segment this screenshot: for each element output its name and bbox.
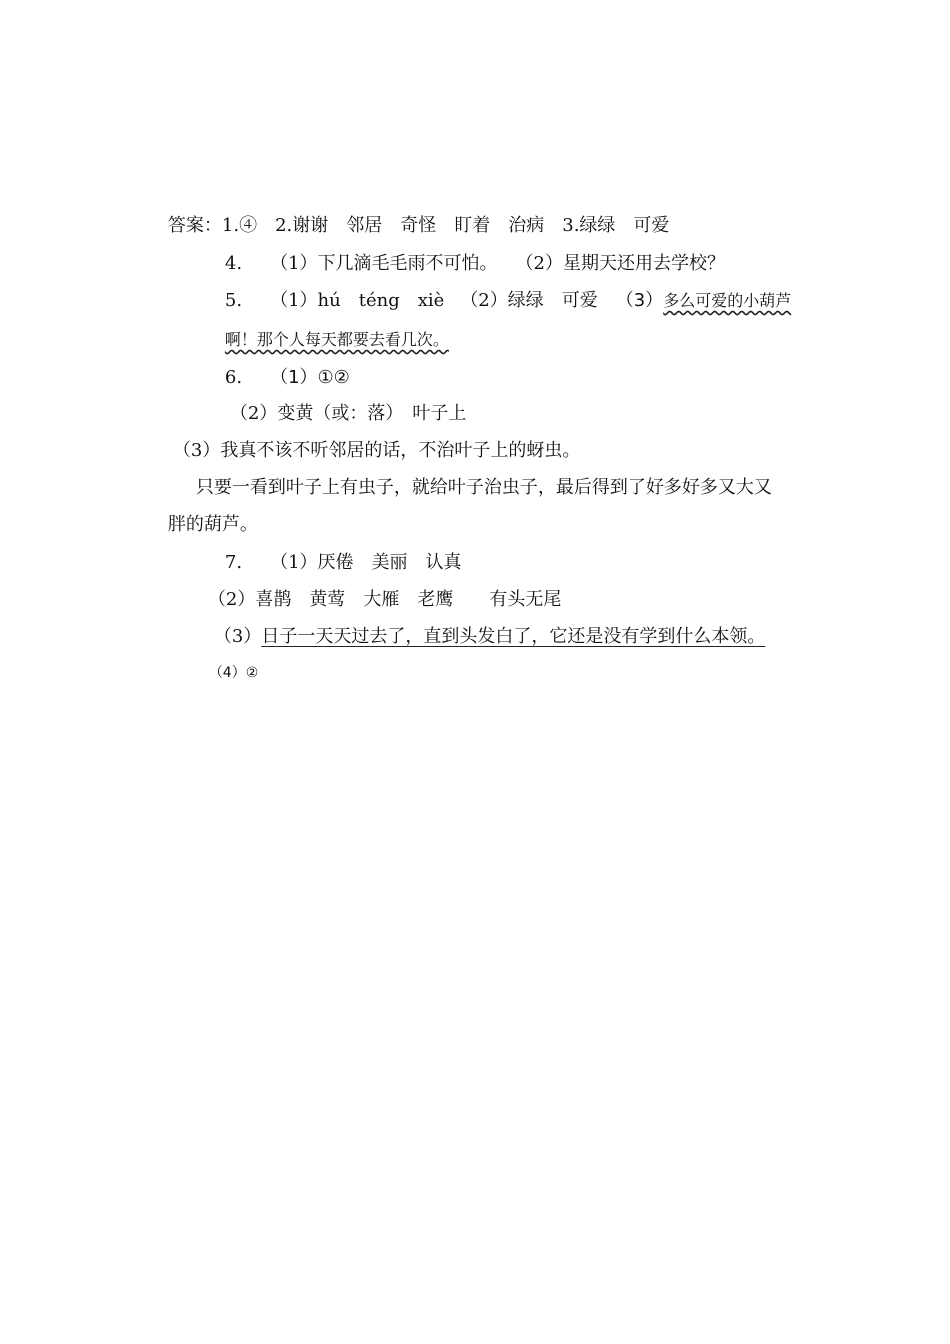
answer-line-7-4 — [191, 637, 258, 709]
answer-6-part-4-continued: 胖的葫芦。 — [167, 514, 258, 535]
answer-5-part-3-text: 多么可爱的小葫芦 — [663, 291, 792, 310]
answer-4-part-2: （2）星期天还用去学校？ — [515, 253, 725, 274]
answer-line-7-3 — [191, 601, 765, 673]
answer-7-part-2: （2）喜鹊 黄莺 大雁 老鹰 有头无尾 — [207, 589, 562, 610]
answer-5-part-3-continued: 啊！那个人每天都要去看几次。 — [224, 330, 449, 349]
answer-5-part-2: （2）绿绿 可爱 — [460, 290, 598, 311]
answer-6-part-4: 只要一看到叶子上有虫子，就给叶子治虫子，最后得到了好多好多又大又 — [195, 477, 772, 498]
question-number-4: 4. — [224, 253, 243, 274]
answer-line-6-4 — [173, 452, 772, 524]
question-number-5: 5. — [224, 290, 243, 311]
answer-7-part-3-text: 日子一天天过去了，直到头发白了，它还是没有学到什么本领。 — [261, 626, 766, 647]
answer-6-part-2: （2）变黄（或：落） 叶子上 — [229, 403, 467, 424]
answer-7-part-4: （4）② — [208, 665, 259, 681]
answer-5-part-3-prefix: （3） — [615, 290, 664, 311]
answer-6-part-3: （3）我真不该不听邻居的话，不治叶子上的蚜虫。 — [172, 440, 581, 461]
answer-7-part-3-prefix: （3） — [213, 626, 262, 647]
answer-text-1: 答案：1.④ 2.谢谢 邻居 奇怪 盯着 治病 3.绿绿 可爱 — [167, 215, 670, 236]
answer-7-part-1: （1）厌倦 美丽 认真 — [270, 552, 462, 573]
question-number-7: 7. — [224, 552, 243, 573]
answer-6-part-1: （1）①② — [270, 367, 350, 388]
answer-5-part-1: （1）hú téng xiè — [270, 290, 445, 311]
question-number-6: 6. — [224, 367, 243, 388]
answer-4-part-1: （1）下几滴毛毛雨不可怕。 — [270, 253, 498, 274]
